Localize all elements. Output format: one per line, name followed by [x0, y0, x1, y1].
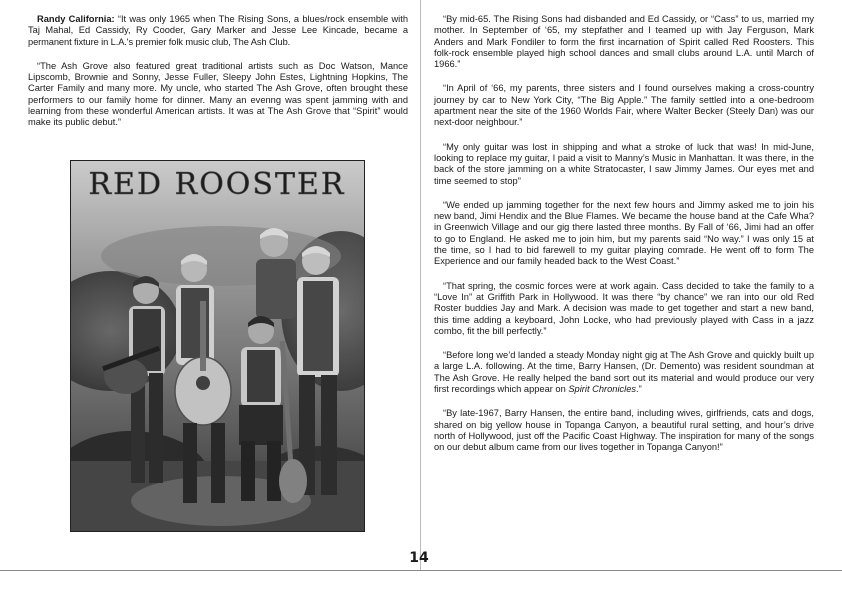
right-column: [434, 14, 814, 467]
page-number: 14: [409, 550, 429, 566]
paragraph-mid-65: “By mid-65. The Rising Sons had disbanded and Ed Cassidy, or “Cass” to us, married my mother. In September of ‘65, my stepfather and I teamed up with Jay Ferguson, Mark Anders and Mark Fondiler to form the first incarnation of Spirit called Red Roosters. This folk-rock ensemble played high school dances and small clubs around L.A. until March of 1966.”: [434, 14, 814, 70]
photo-caption: RED ROOSTER: [88, 167, 346, 202]
band-photo-image: [71, 161, 364, 531]
paragraph-guitar-lost: “My only guitar was lost in shipping and what a stroke of luck that was! In mid-June, looking to replace my guitar, I paid a visit to Manny’s Music in Manhattan. It was there, in the back of the store jamming on a white Stratocaster, I saw Jimmy James. Our eyes met and time seemed to stop”: [434, 141, 814, 186]
band-photo: [70, 160, 365, 532]
paragraph-intro: Randy California: “It was only 1965 when The Rising Sons, a blues/rock ensemble with Taj Mahal, Ed Cassidy, Ry Cooder, Gary Marker and Jesse Lee Kincade, became a permanent fixture in L.A.'s premier folk music club, The Ash Club.: [28, 14, 408, 47]
paragraph-jamming: “We ended up jamming together for the next few hours and Jimmy asked me to join his new band, Jimi Hendix and the Blue Flames. We became the house band at the Cafe Wha? in Greenwich Village and our gig there lasted three months. By Fall of ‘66, Jimi had an offer to go to England. He asked me to join him, but my parents said “No way.” I was only 15 at the time, so I had to bid farewell to my guitar playing comrade. He went off to form The Experience and our family headed back to the West Coast.”: [434, 199, 814, 267]
paragraph-ash-grove: “The Ash Grove also featured great traditional artists such as Doc Watson, Mance Lipscomb, Brownie and Sonny, Jesse Fuller, Sleepy John Estes, Lightning Hopkins, The Carter Family and many more. My uncle, who started The Ash Grove, often brought these performers to our family home for dinner. Many an evenng was spent jamming with and learning from these wonderful American artists. It was at The Ash Grove that “Spirit” would make its public debut.”: [28, 60, 408, 128]
left-column: [28, 14, 408, 142]
album-title: Spirit Chronicles: [568, 384, 637, 395]
spine-divider: [420, 0, 421, 570]
paragraph-before-long: “Before long we’d landed a steady Monday night gig at The Ash Grove and quickly built up a large L.A. following. At the time, Barry Hansen, (Dr. Demento) was resident soundman at The Ash Grove. He really helped the band sort out its material and would produce our very first recordings which appear on Spirit Chronicles.”: [434, 350, 814, 395]
speaker-name: Randy California:: [37, 14, 115, 24]
paragraph-late-1967: “By late-1967, Barry Hansen, the entire band, including wives, girlfriends, cats and dogs, shared on big yellow house in Topanga Canyon, a beautiful rural setting, and hour’s drive north of Hollywood, just off the Pacific Coast Highway. The inspiration for many of the songs on our debut album came from our lives together in Topanga Canyon!”: [434, 408, 815, 453]
paragraph-that-spring: “That spring, the cosmic forces were at work again. Cass decided to take the family to a “Love In” at Griffith Park in Hollywood. It was there “by chance” we ran into our old Red Roster buddies Jay and Mark. A decision was made to get together and start a new band, this time adding a keyboard, John Locke, who had previously played with Cass in a jazz combo, fit the bill perfectly.”: [434, 280, 815, 336]
paragraph-april-66: “In April of ‘66, my parents, three sisters and I found ourselves making a cross-country journey by car to New York City, “The Big Apple.” The family settled into a one-bedroom apartment near the site of the 1960 Worlds Fair, where Walter Becker (Steely Dan) was our next-door neighbour.”: [434, 83, 814, 128]
